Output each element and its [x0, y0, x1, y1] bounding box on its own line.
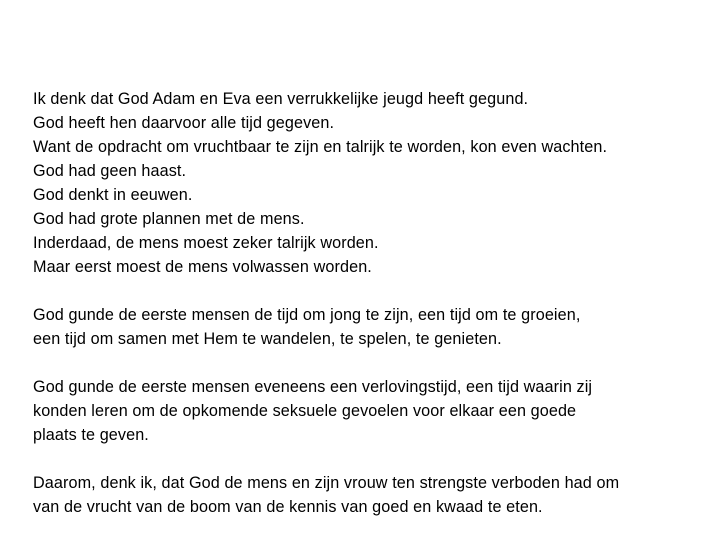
paragraph-1 — [33, 87, 703, 279]
paragraph-spacer — [33, 351, 703, 375]
text-line: van de vrucht van de boom van de kennis van goed en kwaad te eten. — [33, 498, 543, 516]
text-line: een tijd om samen met Hem te wandelen, te spelen, te genieten. — [33, 330, 502, 348]
paragraph-spacer — [33, 447, 703, 471]
text-line: Daarom, denk ik, dat God de mens en zijn vrouw ten strengste verboden had om — [33, 474, 620, 492]
text-line: Ik denk dat God Adam en Eva een verrukkelijke jeugd heeft gegund. — [33, 90, 529, 108]
paragraph-3 — [33, 375, 703, 447]
text-line: God had geen haast. — [33, 162, 187, 180]
text-line: Want de opdracht om vruchtbaar te zijn en talrijk te worden, kon even wachten. — [33, 138, 608, 156]
text-line: God had grote plannen met de mens. — [33, 210, 305, 228]
text-line: God heeft hen daarvoor alle tijd gegeven. — [33, 114, 335, 132]
paragraph-spacer — [33, 279, 703, 303]
text-line: konden leren om de opkomende seksuele gevoelen voor elkaar een goede — [33, 402, 577, 420]
text-line: God gunde de eerste mensen de tijd om jong te zijn, een tijd om te groeien, — [33, 306, 581, 324]
paragraph-2 — [33, 303, 703, 351]
text-line: plaats te geven. — [33, 426, 149, 444]
text-line: God denkt in eeuwen. — [33, 186, 193, 204]
text-body — [33, 87, 703, 519]
text-line: God gunde de eerste mensen eveneens een verlovingstijd, een tijd waarin zij — [33, 378, 593, 396]
text-line: Maar eerst moest de mens volwassen worden. — [33, 258, 372, 276]
text-line: Inderdaad, de mens moest zeker talrijk worden. — [33, 234, 379, 252]
paragraph-4 — [33, 471, 703, 519]
